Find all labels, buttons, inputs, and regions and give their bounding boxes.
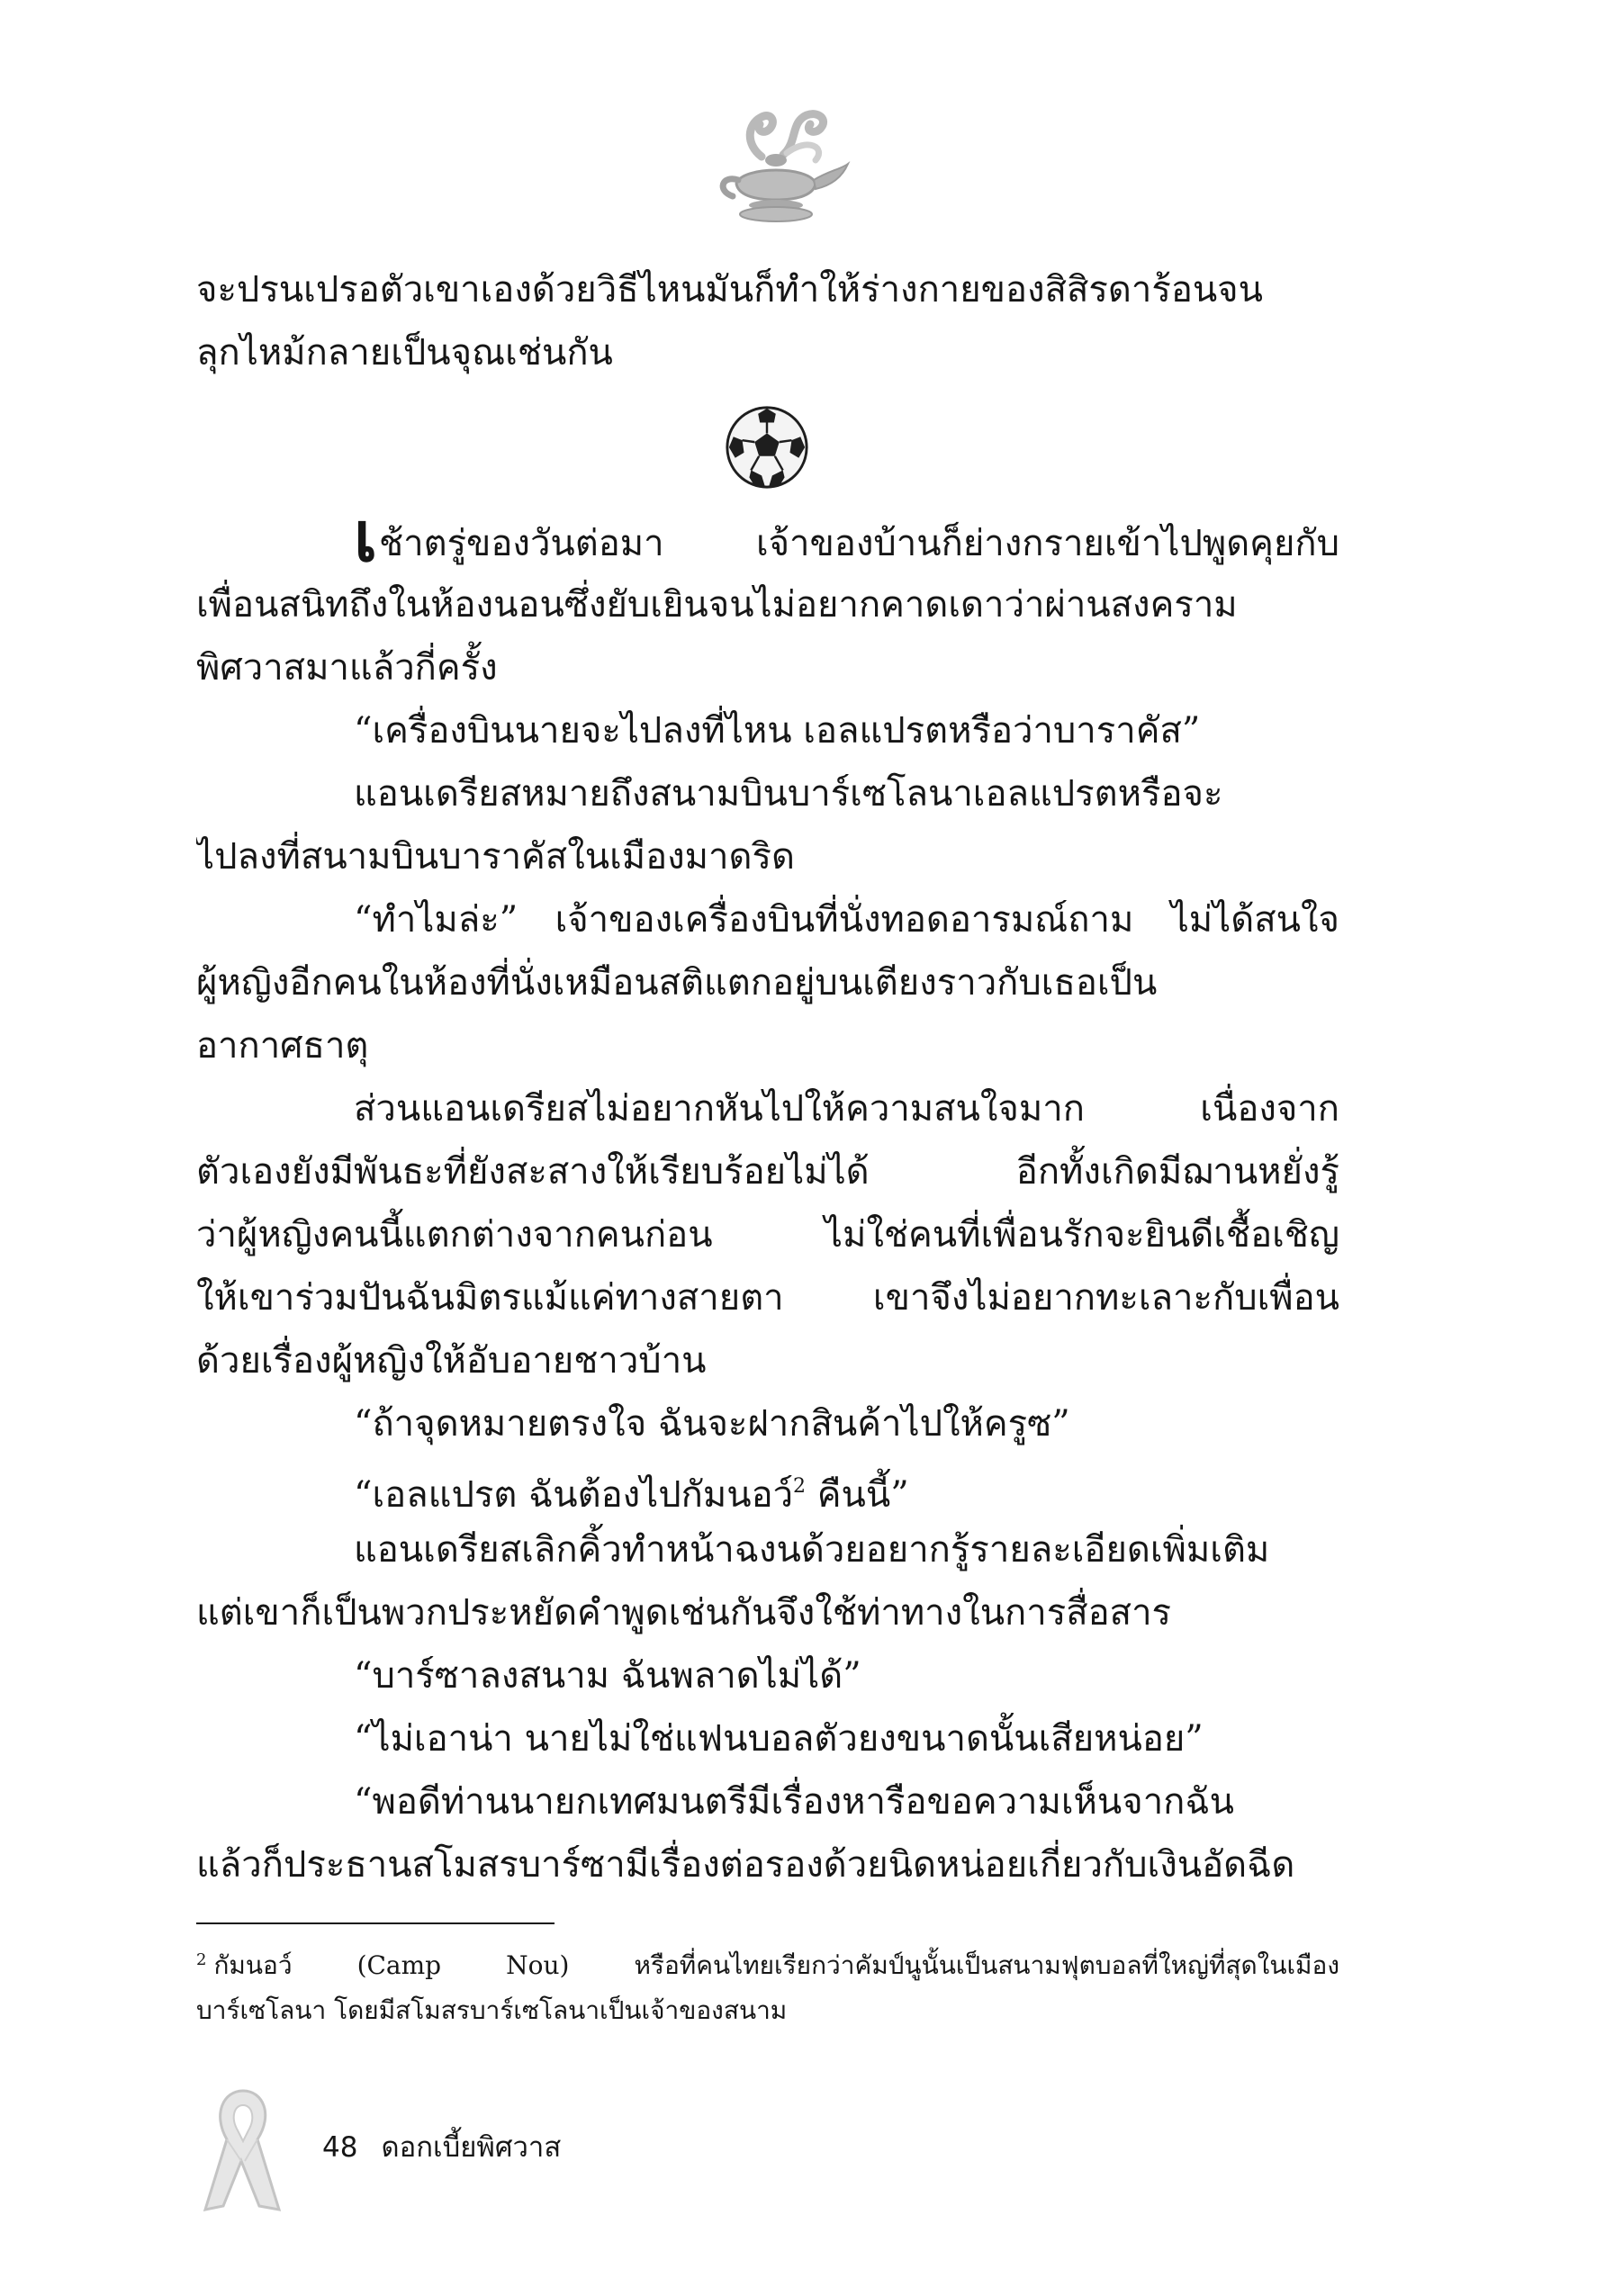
book-title: ดอกเบี้ยพิศวาส: [381, 2131, 562, 2164]
footnote-reference: 2: [793, 1475, 807, 1498]
text-line: ตัวเองยังมีพันธะที่ยังสะสางให้เรียบร้อยไม่ได้ อีกทั้งเกิดมีฌานหยั่งรู้: [196, 1151, 1339, 1193]
text-line: แต่เขาก็เป็นพวกประหยัดคำพูดเช่นกันจึงใช้ท่าทางในการสื่อสาร: [196, 1592, 1172, 1634]
dialogue-line: [196, 1455, 1339, 1518]
text-line: ด้วยเรื่องผู้หญิงให้อับอายชาวบ้าน: [196, 1340, 707, 1382]
footnote-text: กัมนอว์ (Camp Nou) หรือที่คนไทยเรียกว่าคัมป์นูนั้นเป็นสนามฟุตบอลที่ใหญ่ที่สุดในเมือง: [213, 1950, 1339, 1980]
text-line: จะปรนเปรอตัวเขาเองด้วยวิธีไหนมันก็ทำให้ร่างกายของสิสิรดาร้อนจน: [196, 269, 1263, 311]
text-line: ให้เขาร่วมปันฉันมิตรแม้แค่ทางสายตา เขาจึงไม่อยากทะเลาะกับเพื่อน: [196, 1277, 1339, 1319]
dialogue-text: คืนนี้”: [806, 1474, 909, 1516]
text-line: [196, 510, 1339, 573]
text-line: เพื่อนสนิทถึงในห้องนอนซึ่งยับเยินจนไม่อยากคาดเดาว่าผ่านสงคราม: [196, 584, 1238, 626]
page-footer: [322, 2126, 561, 2169]
dialogue-line: “เครื่องบินนายจะไปลงที่ไหน เอลแปรตหรือว่าบาราคัส”: [354, 710, 1201, 752]
dialogue-line: “ทำไมล่ะ” เจ้าของเครื่องบินที่นั่งทอดอารมณ์ถาม ไม่ได้สนใจ: [354, 899, 1339, 941]
footnote-divider: [196, 1922, 555, 1924]
text-line: อากาศธาตุ: [196, 1025, 369, 1067]
footnote-marker: 2: [196, 1950, 207, 1969]
text-line: ว่าผู้หญิงคนนี้แตกต่างจากคนก่อน ไม่ใช่คนที่เพื่อนรักจะยินดีเชื้อเชิญ: [196, 1214, 1339, 1256]
magic-lamp-icon: [700, 101, 853, 236]
text-line: ลุกไหม้กลายเป็นจุณเช่นกัน: [196, 332, 613, 374]
text-line: พิศวาสมาแล้วกี่ครั้ง: [196, 647, 498, 689]
continuation-paragraph: [196, 258, 1339, 384]
soccer-ball-icon: [723, 403, 811, 491]
footnote: [196, 1935, 1339, 2036]
dialogue-text: “เอลแปรต ฉันต้องไปกัมนอว์: [354, 1474, 794, 1516]
footnote-line: [196, 1935, 1339, 1985]
text-line: แล้วก็ประธานสโมสรบาร์ซามีเรื่องต่อรองด้วยนิดหน่อยเกี่ยวกับเงินอัดฉีด: [196, 1844, 1295, 1886]
page-number: 48: [322, 2131, 358, 2164]
dialogue-line: “ถ้าจุดหมายตรงใจ ฉันจะฝากสินค้าไปให้ครูซ”: [354, 1403, 1070, 1445]
text-line: ไปลงที่สนามบินบาราคัสในเมืองมาดริด: [196, 836, 795, 878]
first-line-text: ช้าตรู่ของวันต่อมา เจ้าของบ้านก็ย่างกรายเข้าไปพูดคุยกับ: [378, 523, 1339, 564]
dialogue-line: “พอดีท่านนายกเทศมนตรีมีเรื่องหารือขอความเห็นจากฉัน: [354, 1781, 1234, 1823]
text-line: ส่วนแอนเดรียสไม่อยากหันไปให้ความสนใจมาก เนื่องจาก: [354, 1088, 1339, 1130]
ribbon-icon: [196, 2075, 290, 2228]
text-line: แอนเดรียสเลิกคิ้วทำหน้าฉงนด้วยอยากรู้รายละเอียดเพิ่มเติม: [354, 1529, 1270, 1571]
main-text-body: [196, 510, 1339, 1896]
text-line: ผู้หญิงอีกคนในห้องที่นั่งเหมือนสติแตกอยู่บนเตียงราวกับเธอเป็น: [196, 962, 1158, 1004]
drop-cap: เ: [354, 510, 377, 573]
footnote-line: บาร์เซโลนา โดยมีสโมสรบาร์เซโลนาเป็นเจ้าของสนาม: [196, 1995, 788, 2025]
dialogue-line: “ไม่เอาน่า นายไม่ใช่แฟนบอลตัวยงขนาดนั้นเสียหน่อย”: [354, 1718, 1204, 1760]
dialogue-line: “บาร์ซาลงสนาม ฉันพลาดไม่ได้”: [354, 1655, 861, 1697]
text-line: แอนเดรียสหมายถึงสนามบินบาร์เซโลนาเอลแปรตหรือจะ: [354, 773, 1223, 815]
